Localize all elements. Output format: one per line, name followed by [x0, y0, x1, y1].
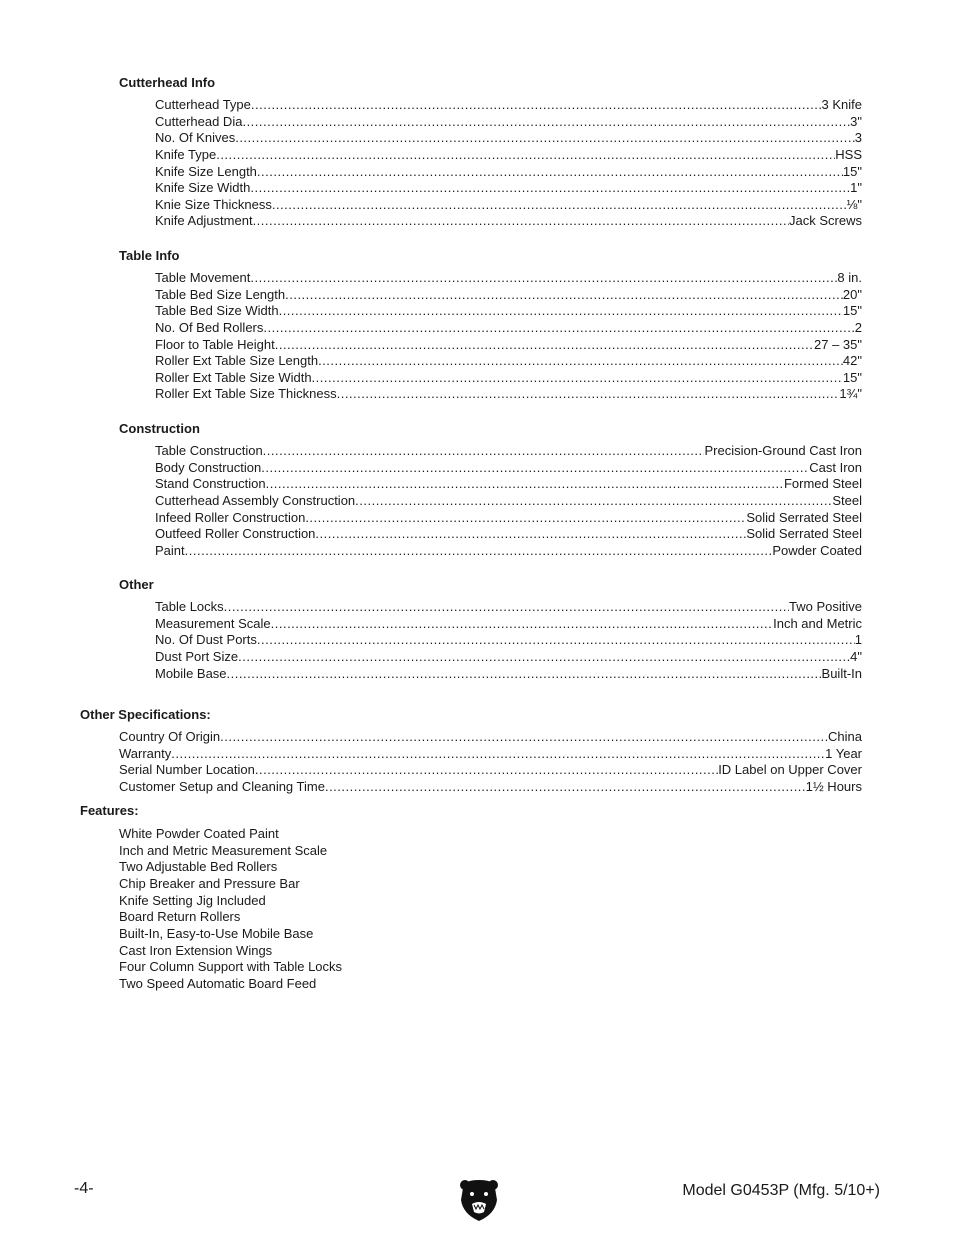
feature-item: Built-In, Easy-to-Use Mobile Base — [119, 925, 314, 941]
spec-value: 1½ Hours — [805, 778, 862, 794]
dot-leader — [337, 386, 840, 403]
spec-value: Solid Serrated Steel — [746, 526, 862, 542]
model-label: Model G0453P (Mfg. 5/10+) — [682, 1182, 880, 1199]
spec-label: Body Construction — [155, 459, 262, 475]
cutterhead-info-list — [155, 97, 862, 230]
feature-item: Four Column Support with Table Locks — [119, 959, 343, 975]
spec-value: Powder Coated — [772, 542, 862, 558]
spec-row — [155, 270, 862, 287]
other-list — [155, 599, 862, 682]
spec-value: Formed Steel — [783, 476, 862, 492]
spec-label: Paint — [155, 542, 185, 558]
dot-leader — [251, 97, 822, 114]
spec-label: Floor to Table Height — [155, 336, 275, 352]
spec-row — [155, 353, 862, 370]
spec-row — [119, 729, 862, 746]
other-specifications-heading: Other Specifications: — [80, 707, 211, 722]
spec-value: Built-In — [821, 665, 862, 681]
dot-leader — [257, 164, 843, 181]
spec-label: Cutterhead Assembly Construction — [155, 492, 356, 508]
spec-label: Table Bed Size Width — [155, 303, 279, 319]
spec-value: HSS — [835, 146, 862, 162]
spec-row — [155, 97, 862, 114]
spec-row — [155, 197, 862, 214]
spec-row — [155, 147, 862, 164]
spec-value: 1 — [854, 632, 862, 648]
spec-value: 1¾" — [839, 386, 862, 402]
spec-label: Mobile Base — [155, 665, 227, 681]
dot-leader — [355, 493, 832, 510]
spec-row — [155, 460, 862, 477]
table-info-list — [155, 270, 862, 403]
features-list — [119, 826, 342, 993]
dot-leader — [263, 320, 854, 337]
page-number: -4- — [74, 1180, 94, 1197]
dot-leader — [250, 270, 837, 287]
spec-row — [155, 493, 862, 510]
spec-label: Table Construction — [155, 443, 263, 458]
spec-row — [155, 337, 862, 354]
dot-leader — [279, 303, 843, 320]
dot-leader — [271, 616, 774, 633]
spec-value: Cast Iron — [809, 459, 862, 475]
spec-value: 1" — [850, 180, 862, 196]
feature-item: Chip Breaker and Pressure Bar — [119, 875, 300, 891]
dot-leader — [272, 197, 847, 214]
dot-leader — [263, 443, 705, 460]
spec-row — [155, 526, 862, 543]
spec-row — [155, 213, 862, 230]
spec-value: 20" — [842, 286, 862, 302]
dot-leader — [285, 287, 843, 304]
spec-label: Knife Size Width — [155, 180, 251, 196]
spec-label: Cutterhead Type — [155, 97, 251, 112]
spec-row — [155, 510, 862, 527]
dot-leader — [318, 353, 843, 370]
spec-label: Dust Port Size — [155, 648, 239, 664]
spec-row — [155, 180, 862, 197]
spec-row — [155, 649, 862, 666]
spec-value: ID Label on Upper Cover — [718, 762, 862, 778]
spec-value: 8 in. — [837, 270, 862, 285]
feature-item: Board Return Rollers — [119, 909, 241, 925]
spec-label: Roller Ext Table Size Length — [155, 353, 319, 369]
spec-label: Country Of Origin — [119, 729, 221, 744]
spec-value: Jack Screws — [789, 213, 862, 229]
spec-row — [155, 370, 862, 387]
dot-leader — [325, 779, 806, 796]
spec-value: Solid Serrated Steel — [746, 509, 862, 525]
spec-label: Knife Type — [155, 146, 217, 162]
dot-leader — [275, 337, 814, 354]
spec-value: 3 Knife — [821, 97, 862, 112]
other-heading: Other — [119, 577, 154, 592]
spec-label: Knie Size Thickness — [155, 196, 272, 212]
spec-row — [155, 599, 862, 616]
feature-item: Knife Setting Jig Included — [119, 892, 266, 908]
dot-leader — [171, 746, 825, 763]
spec-value: Steel — [832, 492, 862, 508]
spec-row — [155, 386, 862, 403]
dot-leader — [185, 543, 773, 560]
spec-label: Table Locks — [155, 599, 224, 614]
spec-label: Measurement Scale — [155, 615, 271, 631]
grizzly-bear-logo-icon — [459, 1178, 499, 1222]
spec-row — [155, 476, 862, 493]
spec-label: Cutterhead Dia — [155, 113, 243, 129]
spec-label: No. Of Bed Rollers — [155, 319, 264, 335]
dot-leader — [312, 370, 843, 387]
spec-row — [155, 130, 862, 147]
dot-leader — [250, 180, 850, 197]
construction-heading: Construction — [119, 421, 200, 436]
spec-row — [155, 320, 862, 337]
spec-label: Infeed Roller Construction — [155, 509, 306, 525]
spec-label: No. Of Dust Ports — [155, 632, 257, 648]
dot-leader — [315, 526, 746, 543]
spec-value: ⅛" — [846, 196, 862, 212]
cutterhead-info-heading: Cutterhead Info — [119, 75, 216, 90]
spec-row — [155, 303, 862, 320]
dot-leader — [216, 147, 835, 164]
feature-item: Cast Iron Extension Wings — [119, 942, 273, 958]
feature-item: White Powder Coated Paint — [119, 826, 279, 841]
spec-value: 3 — [854, 130, 862, 146]
dot-leader — [224, 599, 789, 616]
spec-label: Table Bed Size Length — [155, 286, 286, 302]
spec-value: China — [828, 729, 862, 744]
spec-label: Roller Ext Table Size Width — [155, 369, 312, 385]
construction-list — [155, 443, 862, 559]
spec-row — [119, 762, 862, 779]
dot-leader — [253, 213, 789, 230]
spec-value: Precision-Ground Cast Iron — [704, 443, 862, 458]
dot-leader — [255, 762, 718, 779]
spec-row — [155, 632, 862, 649]
features-heading: Features: — [80, 803, 139, 818]
other-specifications-list — [119, 729, 862, 796]
spec-label: Table Movement — [155, 270, 251, 285]
spec-label: Roller Ext Table Size Thickness — [155, 386, 337, 402]
dot-leader — [238, 649, 850, 666]
dot-leader — [266, 476, 784, 493]
spec-label: Knife Size Length — [155, 163, 257, 179]
spec-value: 1 Year — [825, 745, 862, 761]
spec-label: Warranty — [119, 745, 172, 761]
spec-row — [155, 543, 862, 560]
spec-label: Outfeed Roller Construction — [155, 526, 316, 542]
spec-value: 42" — [842, 353, 862, 369]
dot-leader — [235, 130, 855, 147]
dot-leader — [305, 510, 746, 527]
table-info-heading: Table Info — [119, 248, 180, 263]
spec-row — [155, 287, 862, 304]
spec-value: 15" — [842, 303, 862, 319]
spec-row — [155, 443, 862, 460]
dot-leader — [261, 460, 809, 477]
spec-value: 3" — [850, 113, 862, 129]
spec-value: 15" — [842, 163, 862, 179]
spec-row — [155, 164, 862, 181]
spec-row — [119, 779, 862, 796]
dot-leader — [257, 632, 855, 649]
spec-row — [155, 616, 862, 633]
spec-value: 4" — [850, 648, 862, 664]
spec-label: Serial Number Location — [119, 762, 255, 778]
spec-label: Customer Setup and Cleaning Time — [119, 778, 325, 794]
spec-row — [155, 114, 862, 131]
spec-label: Stand Construction — [155, 476, 266, 492]
dot-leader — [220, 729, 828, 746]
spec-value: 2 — [854, 319, 862, 335]
spec-row — [119, 746, 862, 763]
feature-item: Two Speed Automatic Board Feed — [119, 975, 317, 991]
dot-leader — [227, 666, 822, 683]
spec-value: 27 – 35" — [814, 336, 862, 352]
dot-leader — [242, 114, 850, 131]
spec-value: Two Positive — [789, 599, 862, 614]
spec-value: Inch and Metric — [773, 615, 862, 631]
feature-item: Inch and Metric Measurement Scale — [119, 842, 328, 858]
feature-item: Two Adjustable Bed Rollers — [119, 859, 278, 875]
spec-value: 15" — [842, 369, 862, 385]
spec-row — [155, 666, 862, 683]
spec-label: Knife Adjustment — [155, 213, 253, 229]
spec-label: No. Of Knives — [155, 130, 236, 146]
